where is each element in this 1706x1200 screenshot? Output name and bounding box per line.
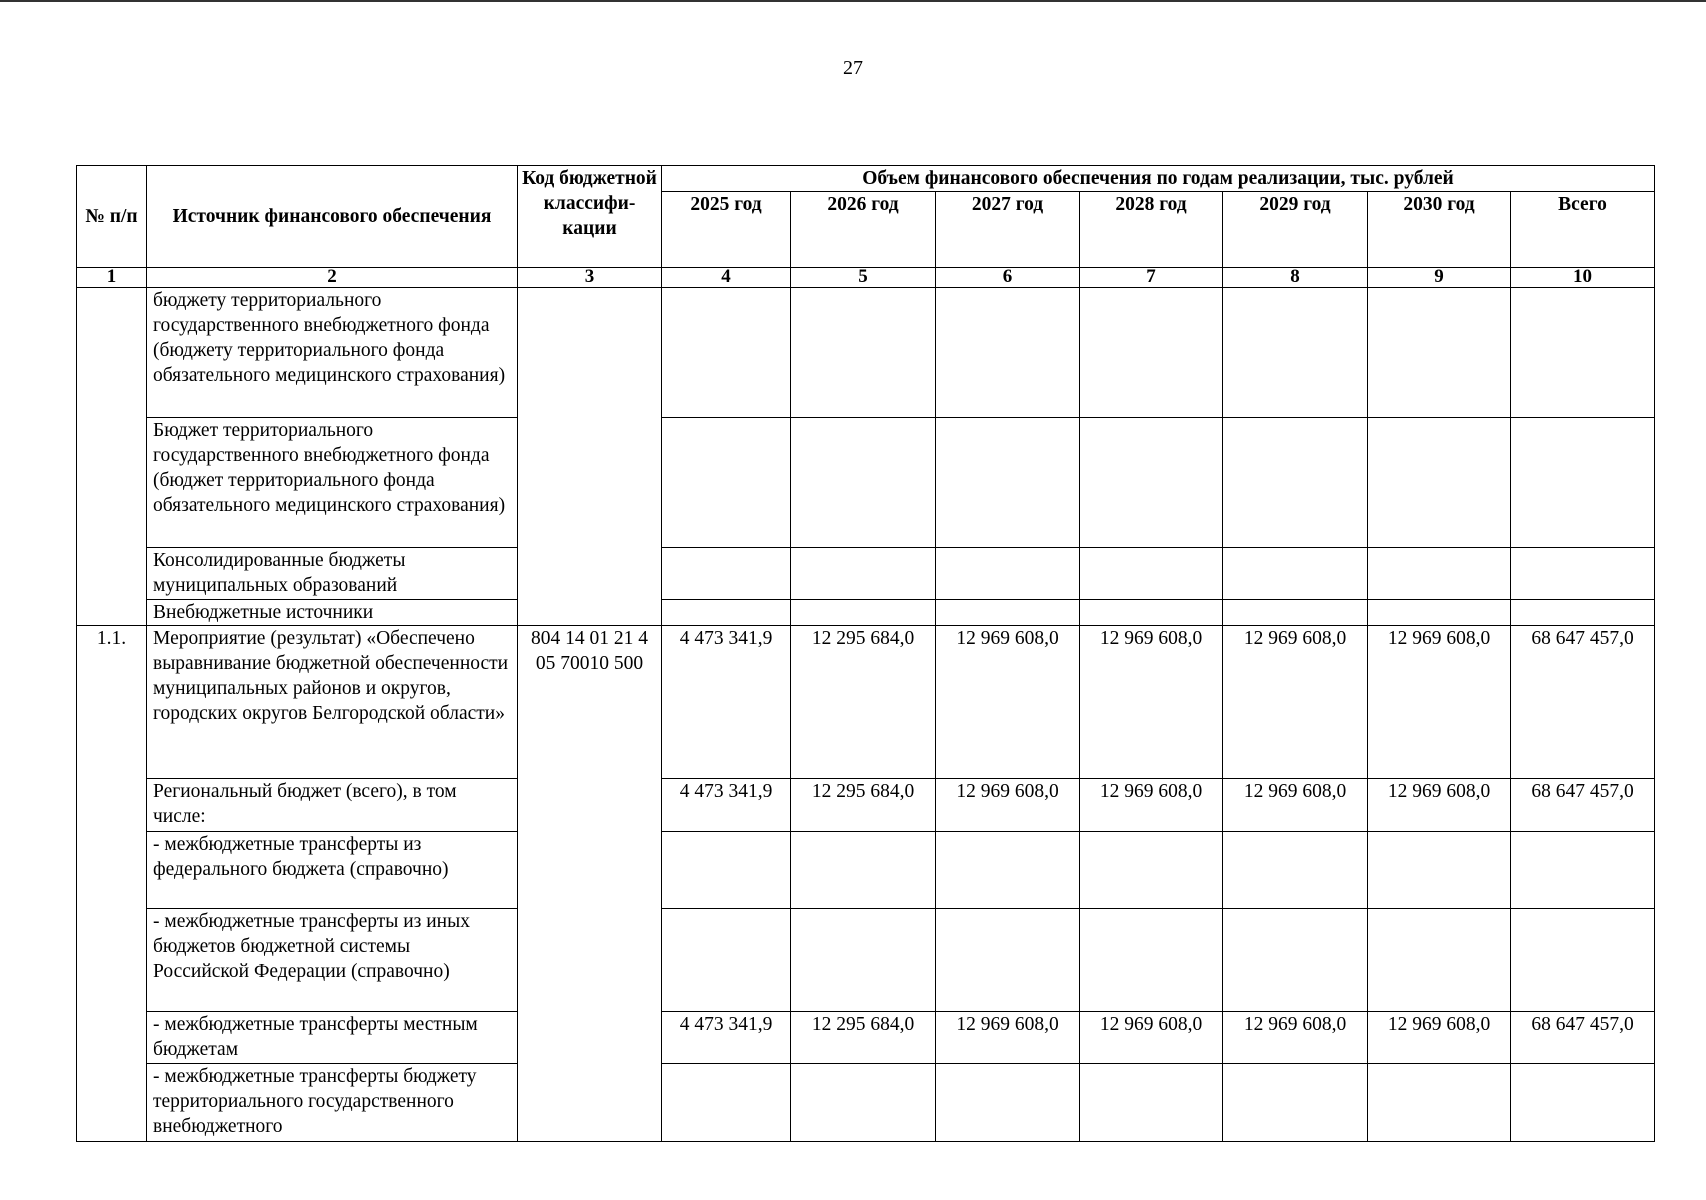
table-row <box>77 832 1655 909</box>
row-value-2028 <box>1080 832 1223 909</box>
page-number: 27 <box>843 57 863 79</box>
row-value-2025 <box>662 288 791 418</box>
row-value-total: 68 647 457,0 <box>1511 779 1655 832</box>
header-volume-title: Объем финансового обеспечения по годам реализации, тыс. рублей <box>662 166 1655 192</box>
header-year-2027: 2027 год <box>936 192 1080 268</box>
row-value-2025 <box>662 832 791 909</box>
budget-table <box>76 165 1655 1142</box>
row-source: Консолидированные бюджеты муниципальных образований <box>147 548 518 600</box>
row-value-2030 <box>1368 288 1511 418</box>
row-value-2028 <box>1080 909 1223 1012</box>
row-value-2030: 12 969 608,0 <box>1368 1012 1511 1064</box>
header-source: Источник финансового обеспечения <box>147 166 518 268</box>
row-source: бюджету территориального государственного внебюджетного фонда (бюджету территориального фонда обязательного медицинского страхования) <box>147 288 518 418</box>
row-value-2025 <box>662 1064 791 1142</box>
row-value-2025 <box>662 600 791 626</box>
row-value-2027 <box>936 1064 1080 1142</box>
row-value-2026 <box>791 548 936 600</box>
header-num: № п/п <box>77 166 147 268</box>
row-value-2028 <box>1080 548 1223 600</box>
table-row <box>77 626 1655 779</box>
row-value-2025: 4 473 341,9 <box>662 779 791 832</box>
column-number: 6 <box>936 268 1080 288</box>
table-row <box>77 1064 1655 1142</box>
row-number: 1.1. <box>77 626 147 1142</box>
row-value-2029 <box>1223 909 1368 1012</box>
row-value-2027 <box>936 909 1080 1012</box>
row-value-2026: 12 295 684,0 <box>791 779 936 832</box>
header-code: Код бюджетной классифи-кации <box>518 166 662 268</box>
row-value-2030: 12 969 608,0 <box>1368 626 1511 779</box>
row-value-2029 <box>1223 1064 1368 1142</box>
row-value-2029 <box>1223 548 1368 600</box>
row-value-2025: 4 473 341,9 <box>662 1012 791 1064</box>
row-number <box>77 288 147 626</box>
row-value-total <box>1511 418 1655 548</box>
row-value-total <box>1511 832 1655 909</box>
row-value-2028 <box>1080 288 1223 418</box>
row-value-2028: 12 969 608,0 <box>1080 1012 1223 1064</box>
row-source: - межбюджетные трансферты местным бюджетам <box>147 1012 518 1064</box>
row-value-2026 <box>791 832 936 909</box>
row-value-2027 <box>936 418 1080 548</box>
table-row <box>77 1012 1655 1064</box>
row-value-2027 <box>936 600 1080 626</box>
column-number: 10 <box>1511 268 1655 288</box>
row-value-total: 68 647 457,0 <box>1511 626 1655 779</box>
row-value-2027 <box>936 288 1080 418</box>
table-row <box>77 418 1655 548</box>
row-value-2028 <box>1080 418 1223 548</box>
column-number: 3 <box>518 268 662 288</box>
row-value-2026 <box>791 600 936 626</box>
column-number: 4 <box>662 268 791 288</box>
row-value-2026 <box>791 288 936 418</box>
column-number: 8 <box>1223 268 1368 288</box>
row-source: - межбюджетные трансферты бюджету территориального государственного внебюджетного <box>147 1064 518 1142</box>
row-value-2026: 12 295 684,0 <box>791 1012 936 1064</box>
row-value-2027: 12 969 608,0 <box>936 1012 1080 1064</box>
row-value-2025 <box>662 909 791 1012</box>
row-value-2027: 12 969 608,0 <box>936 779 1080 832</box>
table-row <box>77 779 1655 832</box>
row-value-2030 <box>1368 909 1511 1012</box>
column-number: 5 <box>791 268 936 288</box>
row-code: 804 14 01 21 4 05 70010 500 <box>518 626 662 1142</box>
row-value-2025: 4 473 341,9 <box>662 626 791 779</box>
row-value-2026: 12 295 684,0 <box>791 626 936 779</box>
row-value-2029 <box>1223 600 1368 626</box>
row-value-2029 <box>1223 288 1368 418</box>
row-value-2030 <box>1368 418 1511 548</box>
row-value-2029 <box>1223 418 1368 548</box>
row-value-2028: 12 969 608,0 <box>1080 626 1223 779</box>
row-value-2026 <box>791 909 936 1012</box>
row-source: - межбюджетные трансферты из иных бюджетов бюджетной системы Российской Федерации (справочно) <box>147 909 518 1012</box>
row-value-2026 <box>791 418 936 548</box>
header-year-2025: 2025 год <box>662 192 791 268</box>
header-year-2030: 2030 год <box>1368 192 1511 268</box>
row-value-2029 <box>1223 832 1368 909</box>
row-value-2027 <box>936 548 1080 600</box>
row-value-total <box>1511 1064 1655 1142</box>
row-value-2027 <box>936 832 1080 909</box>
row-value-total <box>1511 548 1655 600</box>
table-row <box>77 548 1655 600</box>
row-value-2030: 12 969 608,0 <box>1368 779 1511 832</box>
row-value-2027: 12 969 608,0 <box>936 626 1080 779</box>
row-value-2030 <box>1368 832 1511 909</box>
row-source: Внебюджетные источники <box>147 600 518 626</box>
row-value-total: 68 647 457,0 <box>1511 1012 1655 1064</box>
row-value-2030 <box>1368 1064 1511 1142</box>
table-row <box>77 600 1655 626</box>
row-source: Бюджет территориального государственного внебюджетного фонда (бюджет территориального фонда обязательного медицинского страхования) <box>147 418 518 548</box>
table-row <box>77 909 1655 1012</box>
header-total: Всего <box>1511 192 1655 268</box>
row-value-total <box>1511 288 1655 418</box>
column-number: 2 <box>147 268 518 288</box>
row-source: Мероприятие (результат) «Обеспечено выравнивание бюджетной обеспеченности муниципальных районов и округов, городских округов Белгородской области» <box>147 626 518 779</box>
row-value-2030 <box>1368 600 1511 626</box>
row-value-2030 <box>1368 548 1511 600</box>
row-code <box>518 288 662 626</box>
column-number: 9 <box>1368 268 1511 288</box>
table-row <box>77 288 1655 418</box>
row-value-2026 <box>791 1064 936 1142</box>
row-source: - межбюджетные трансферты из федерального бюджета (справочно) <box>147 832 518 909</box>
row-value-2029: 12 969 608,0 <box>1223 1012 1368 1064</box>
row-value-2028: 12 969 608,0 <box>1080 779 1223 832</box>
column-number: 1 <box>77 268 147 288</box>
top-rule <box>0 0 1706 2</box>
row-value-total <box>1511 909 1655 1012</box>
row-value-2029: 12 969 608,0 <box>1223 779 1368 832</box>
row-value-2028 <box>1080 1064 1223 1142</box>
row-value-2029: 12 969 608,0 <box>1223 626 1368 779</box>
column-number: 7 <box>1080 268 1223 288</box>
row-value-2028 <box>1080 600 1223 626</box>
row-value-total <box>1511 600 1655 626</box>
row-value-2025 <box>662 548 791 600</box>
header-year-2028: 2028 год <box>1080 192 1223 268</box>
header-year-2029: 2029 год <box>1223 192 1368 268</box>
header-year-2026: 2026 год <box>791 192 936 268</box>
row-source: Региональный бюджет (всего), в том числе: <box>147 779 518 832</box>
row-value-2025 <box>662 418 791 548</box>
